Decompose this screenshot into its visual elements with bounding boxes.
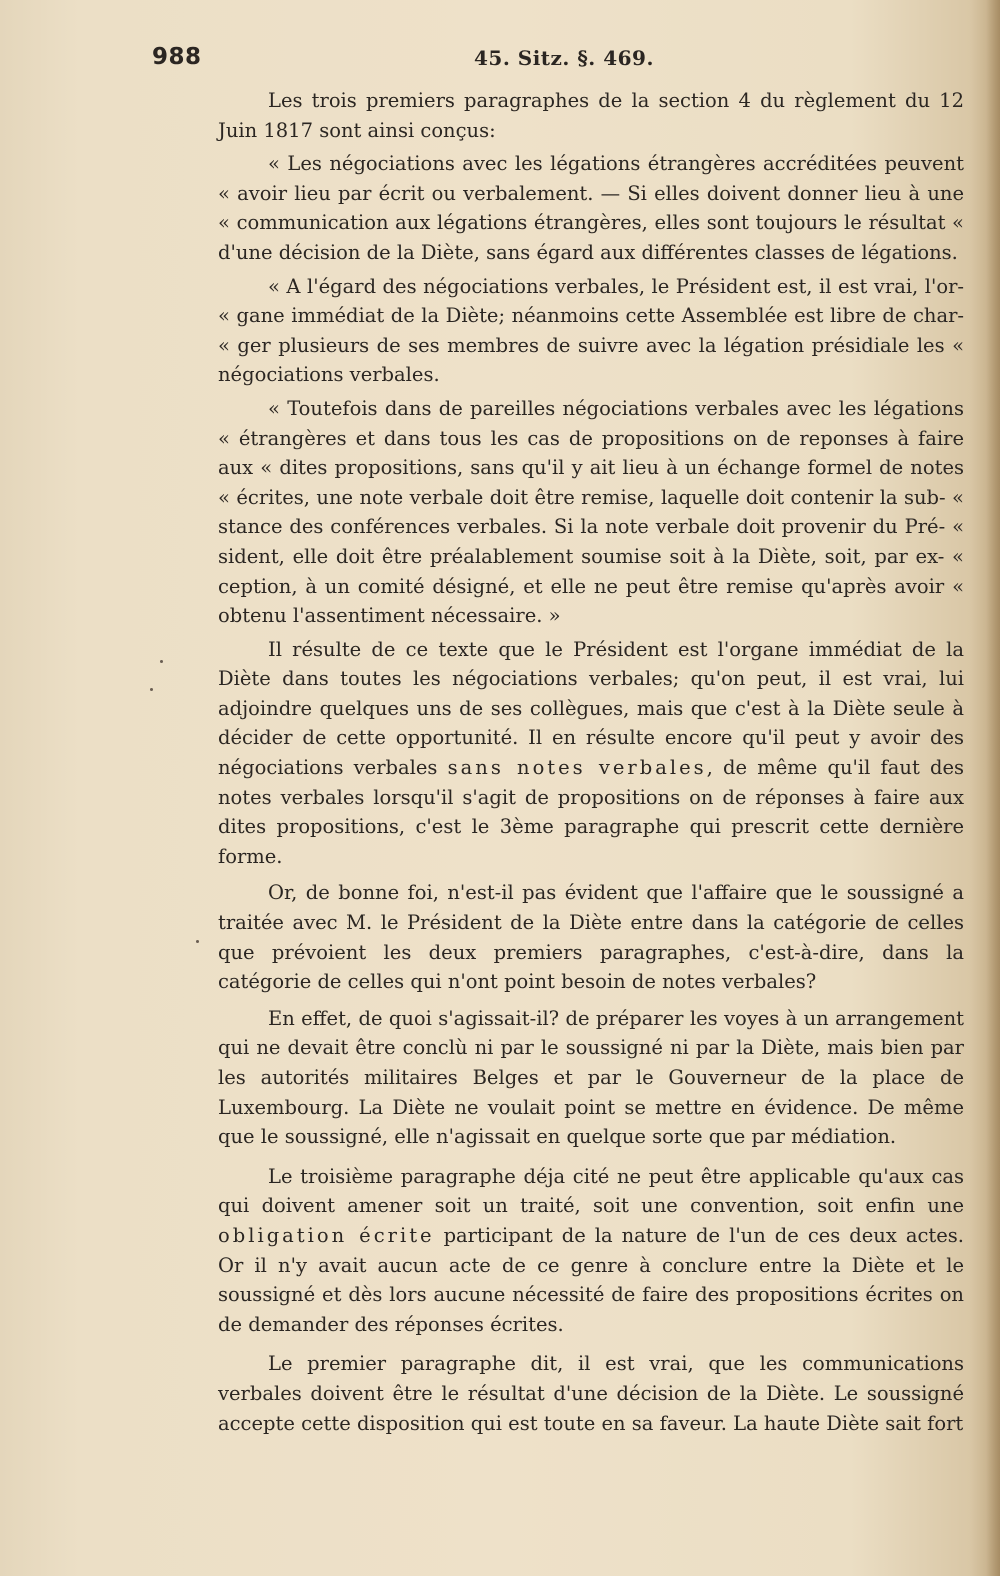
quoted-paragraph-3: « Toutefois dans de pareilles négociations verbales avec les légations « étrangères et dans tous les cas de propositions on de reponses à faire aux « dites propositions, sans qu'il y ait lieu à un échange formel de notes « écrites, une note verbale doit être remise, laquelle doit contenir la sub- « stance des conférences verbales. Si la note verbale doit provenir du Pré- « sident, elle doit être préalablement soumise soit à la Diète, soit, par ex- « ception, à un comité désigné, et elle ne peut être remise qu'après avoir « obtenu l'assentiment nécessaire. »	[218, 396, 964, 628]
analysis-paragraph-1-text-b: , de même qu'il faut des notes verbales lorsqu'il s'agit de propositions on de réponses à faire aux dites propositions, c'est le 3ème paragraphe qui prescrit cette dernière forme.	[218, 756, 964, 868]
analysis-paragraph-4-text-b: participant de la nature de l'un de ces deux actes. Or il n'y avait aucun acte de ce genre à conclure entre la Diète et le soussigné et dès lors aucune nécessité de faire des propositions écrites on de demander des réponses écrites.	[218, 1223, 964, 1336]
analysis-paragraph-2: Or, de bonne foi, n'est-il pas évident que l'affaire que le soussigné a traitée avec M. le Président de la Diète entre dans la catégorie de celles que prévoient les deux premiers paragraphes, c'est-à-dire, dans la catégorie de celles qui n'ont point besoin de notes verbales?	[218, 881, 964, 994]
page-header	[0, 44, 1000, 78]
emphasis-obligation-ecrite: obligation écrite	[218, 1223, 435, 1247]
analysis-paragraph-1-text-a: Il résulte de ce texte que le Président est l'organe immédiat de la Diète dans toutes les négociations verbales; qu'on peut, il est vrai, lui adjoindre quelques uns de ses collègues, mais que c'est à la Diète seule à décider de cette opportunité. Il en résulte encore qu'il peut y avoir des négociations verbales	[218, 637, 964, 780]
analysis-paragraph-4	[218, 1162, 964, 1340]
running-head: 45. Sitz. §. 469.	[474, 46, 654, 70]
analysis-paragraph-5: Le premier paragraphe dit, il est vrai, que les communications verbales doivent être le résultat d'une décision de la Diète. Le soussigné accepte cette disposition qui est toute en sa faveur. La haute Diète sait fort	[218, 1352, 964, 1435]
quoted-paragraph-1: « Les négociations avec les légations étrangères accréditées peuvent « avoir lieu par écrit ou verbalement. — Si elles doivent donner lieu à une « communication aux légations étrangères, elles sont toujours le résultat « d'une décision de la Diète, sans égard aux différentes classes de légations.	[218, 152, 964, 264]
page-number: 988	[152, 44, 202, 70]
paper-speck	[160, 660, 163, 663]
quoted-paragraph-2: « A l'égard des négociations verbales, le Président est, il est vrai, l'or- « gane immédiat de la Diète; néanmoins cette Assemblée est libre de char- « ger plusieurs de ses membres de suivre avec la légation présidiale les « négociations verbales.	[218, 274, 964, 387]
paper-speck	[196, 940, 199, 943]
emphasis-sans-notes-verbales: sans notes verbales	[447, 756, 707, 780]
analysis-paragraph-1	[218, 635, 964, 872]
body-text	[218, 86, 964, 1445]
analysis-paragraph-3: En effet, de quoi s'agissait-il? de préparer les voyes à un arrangement qui ne devait être conclù ni par le soussigné ni par la Diète, mais bien par les autorités militaires Belges et par le Gouverneur de la place de Luxembourg. La Diète ne voulait point se mettre en évidence. De même que le soussigné, elle n'agissait en quelque sorte que par médiation.	[218, 1006, 964, 1149]
intro-paragraph: Les trois premiers paragraphes de la section 4 du règlement du 12 Juin 1817 sont ainsi conçus:	[218, 89, 964, 142]
analysis-paragraph-4-text-a: Le troisième paragraphe déja cité ne peut être applicable qu'aux cas qui doivent amener soit un traité, soit une convention, soit enfin une	[218, 1164, 964, 1218]
page-edge-shadow	[986, 0, 1000, 1576]
paper-speck	[150, 688, 153, 691]
